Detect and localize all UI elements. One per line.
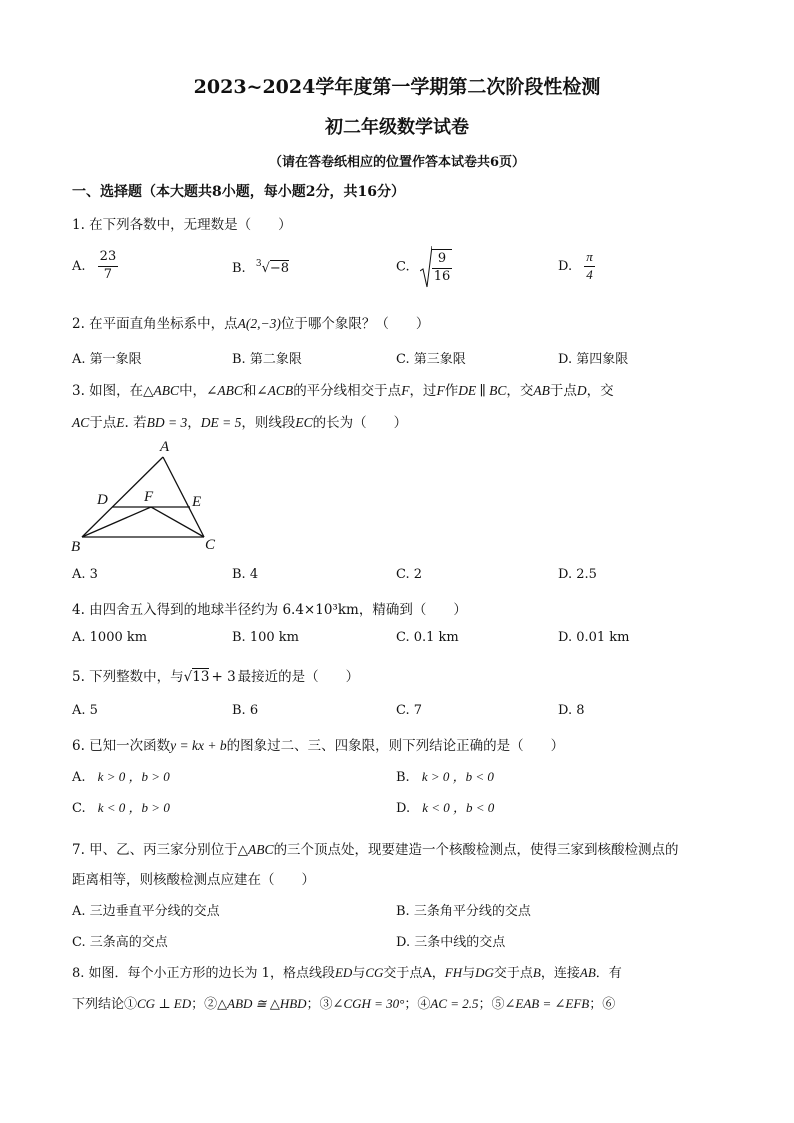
q3-parallel: DE ∥ BC [458,383,507,398]
q3-option-c: C. 2 [396,567,423,582]
q6-stem-post: 的图象过二、三、四象限，则下列结论正确的是（ ） [226,738,565,754]
q5-option-d: D. 8 [558,703,585,718]
q3-segment-ab: AB [533,383,550,398]
q1-b-radicand: −8 [269,261,290,276]
q8-text: ；⑤ [478,997,505,1012]
q8-segment-fh: FH [444,965,463,980]
q3-point-d: D [576,383,587,398]
q6-b-label: B. [396,770,410,785]
q8-text: 与 [352,966,366,981]
q8-text: ；④ [404,997,431,1012]
label-d: D [97,492,108,508]
q5-stem-post: 最接近的是（ ） [237,669,360,685]
q3-text: 作 [444,383,459,399]
q1-b-label: B. [232,261,246,276]
q8-line-2 [72,993,615,1012]
q3-bd: BD = 3 [146,415,188,430]
q1-option-b [232,259,289,276]
q3-text: 3. 如图，在 [72,383,144,399]
q8-text: ；② [191,997,218,1012]
q6-c-text: k < 0 ，b > 0 [97,800,170,815]
q6-stem-pre: 6. 已知一次函数 [72,738,171,754]
q1-a-denominator: 7 [103,266,113,282]
q6-d-text: k < 0 ，b < 0 [422,800,495,815]
q6-b-text: k > 0 ，b < 0 [421,769,494,784]
q5-plus-three: + 3 [211,669,236,685]
q4-option-a: A. 1000 km [72,630,148,645]
q7-option-a: A. 三边垂直平分线的交点 [72,904,220,919]
q1-c-denominator: 16 [433,268,451,284]
radical-icon [420,245,432,289]
q6-c-label: C. [72,801,86,816]
q3-point-f: F [436,383,445,398]
q3-triangle-figure [64,435,234,560]
q6-function: y = kx + b [170,738,227,753]
q8-segment-cg: CG [365,965,384,980]
q2-point: A(2,−3) [237,316,281,331]
q7-text: 7. 甲、乙、丙三家分别位于 [72,842,238,858]
q2-option-a: A. 第一象限 [72,352,142,367]
q8-segment-dg: DG [475,965,494,980]
q1-c-sqrt [420,245,453,289]
q6-option-d [396,797,494,816]
q6-option-a [72,766,170,785]
exam-note: （请在答卷纸相应的位置作答本试卷共6页） [268,155,526,170]
q8-segment-ab: AB [579,965,596,980]
q3-text: 于点 [89,415,117,431]
q8-text: 交于点 [493,966,533,981]
q4-option-d: D. 0.01 km [558,630,630,645]
q1-c-numerator: 9 [432,251,453,269]
q8-segment-ed: ED [334,965,353,980]
q3-text: 的长为（ ） [312,415,408,431]
q6-option-b [396,766,494,785]
q8-conclusion-2: △ABD ≅ △HBD [217,996,307,1011]
q3-angle-abc: ∠ABC [206,383,243,398]
q3-point-e: E [116,415,125,430]
q3-text: 的平分线相交于点 [293,383,402,399]
q2-option-c: C. 第三象限 [396,352,466,367]
q2-option-b: B. 第二象限 [232,352,302,367]
q5-option-a: A. 5 [72,703,98,718]
q1-a-fraction [98,249,119,284]
q8-text: ；③ [306,997,333,1012]
q8-text: ，连接 [540,966,580,981]
radical-icon: √ [183,669,193,685]
q5-stem-pre: 5. 下列整数中，与 [72,669,184,685]
q3-text: 和 [242,383,257,399]
q7-line-1 [72,838,679,858]
q8-text: 与 [462,966,476,981]
q8-point-b: B [532,965,541,980]
q1-d-label: D. [558,258,573,274]
q1-d-numerator: π [584,249,595,267]
q3-text: 中， [179,383,207,399]
q1-c-fraction [432,249,453,286]
q1-option-c [396,245,452,289]
q7-triangle: △ABC [237,842,274,857]
q3-line-2 [72,411,407,431]
q8-line-1 [72,962,622,981]
q5-radicand: 13 [192,669,210,685]
label-c: C [205,537,216,553]
q3-option-d: D. 2.5 [558,567,597,582]
q8-text: 8. 如图．每个小正方形的边长为 1，格点线段 [72,966,335,981]
q3-triangle: △ABC [143,383,180,398]
q6-stem [72,734,564,754]
exam-subtitle: 初二年级数学试卷 [325,117,469,138]
exam-title: 2023~2024学年度第一学期第二次阶段性检测 [193,76,601,98]
q4-option-b: B. 100 km [232,630,299,645]
q4-stem: 4. 由四舍五入得到的地球半径约为 6.4×10³km，精确到（ ） [72,602,467,618]
q5-option-c: C. 7 [396,703,423,718]
q7-option-b: B. 三条角平分线的交点 [396,904,531,919]
q8-text: ．有 [595,966,622,981]
label-b: B [71,539,81,555]
q8-text: ；⑥ [589,997,616,1012]
q3-segment-ec: EC [295,415,313,430]
label-e: E [192,494,202,510]
q6-a-text: k > 0 ，b > 0 [97,769,170,784]
q8-conclusion-5: ∠EAB = ∠EFB [504,996,590,1011]
q3-segment-ac: AC [72,415,90,430]
q1-c-label: C. [396,259,410,275]
q3-de: DE = 5 [200,415,242,430]
q7-option-c: C. 三条高的交点 [72,935,168,950]
q2-stem [72,312,429,332]
q6-option-c [72,797,170,816]
q8-conclusion-3: ∠CGH = 30° [332,996,405,1011]
q3-text: . 若 [124,415,147,431]
label-a: A [160,439,170,455]
q2-stem-post: 位于哪个象限？（ ） [280,316,430,332]
q1-a-numerator: 23 [98,249,119,267]
q3-point-f: F [401,383,410,398]
q8-text: 交于点A， [383,966,445,981]
q3-angle-acb: ∠ACB [256,383,294,398]
q3-line-1 [72,379,614,399]
bisector-bf [82,507,151,537]
q1-option-d [558,249,595,284]
label-f: F [144,489,154,505]
q1-option-a [72,249,118,284]
q6-a-label: A. [72,770,86,785]
q8-text: 下列结论① [72,997,138,1012]
q8-conclusion-4: AC = 2.5 [430,996,479,1011]
radical-icon: √ [261,261,270,276]
q3-text: ，交 [506,383,534,399]
q4-option-c: C. 0.1 km [396,630,459,645]
q3-text: ，则线段 [241,415,296,431]
q5-option-b: B. 6 [232,703,259,718]
q1-b-root-index: 3 [255,259,262,269]
q3-text: 于点 [549,383,577,399]
q7-text: 的三个顶点处，现要建造一个核酸检测点，使得三家到核酸检测点的 [273,842,679,858]
q2-stem-pre: 2. 在平面直角坐标系中，点 [72,316,238,332]
q3-text: ，交 [586,383,614,399]
q5-stem [72,665,359,685]
q7-line-2: 距离相等，则核酸检测点应建在（ ） [72,872,315,888]
section-heading: 一、选择题（本大题共8小题，每小题2分，共16分） [72,184,405,200]
q3-option-a: A. 3 [72,567,98,582]
q2-option-d: D. 第四象限 [558,352,629,367]
q8-conclusion-1: CG ⊥ ED [137,996,192,1011]
q7-option-d: D. 三条中线的交点 [396,935,506,950]
q3-text: ， [187,415,201,431]
q6-d-label: D. [396,801,411,816]
q1-d-denominator: 4 [586,266,593,282]
q1-stem: 1. 在下列各数中，无理数是（ ） [72,217,292,233]
q1-a-label: A. [72,258,86,274]
q1-d-fraction [584,249,595,284]
q3-option-b: B. 4 [232,567,259,582]
q3-text: ，过 [409,383,437,399]
